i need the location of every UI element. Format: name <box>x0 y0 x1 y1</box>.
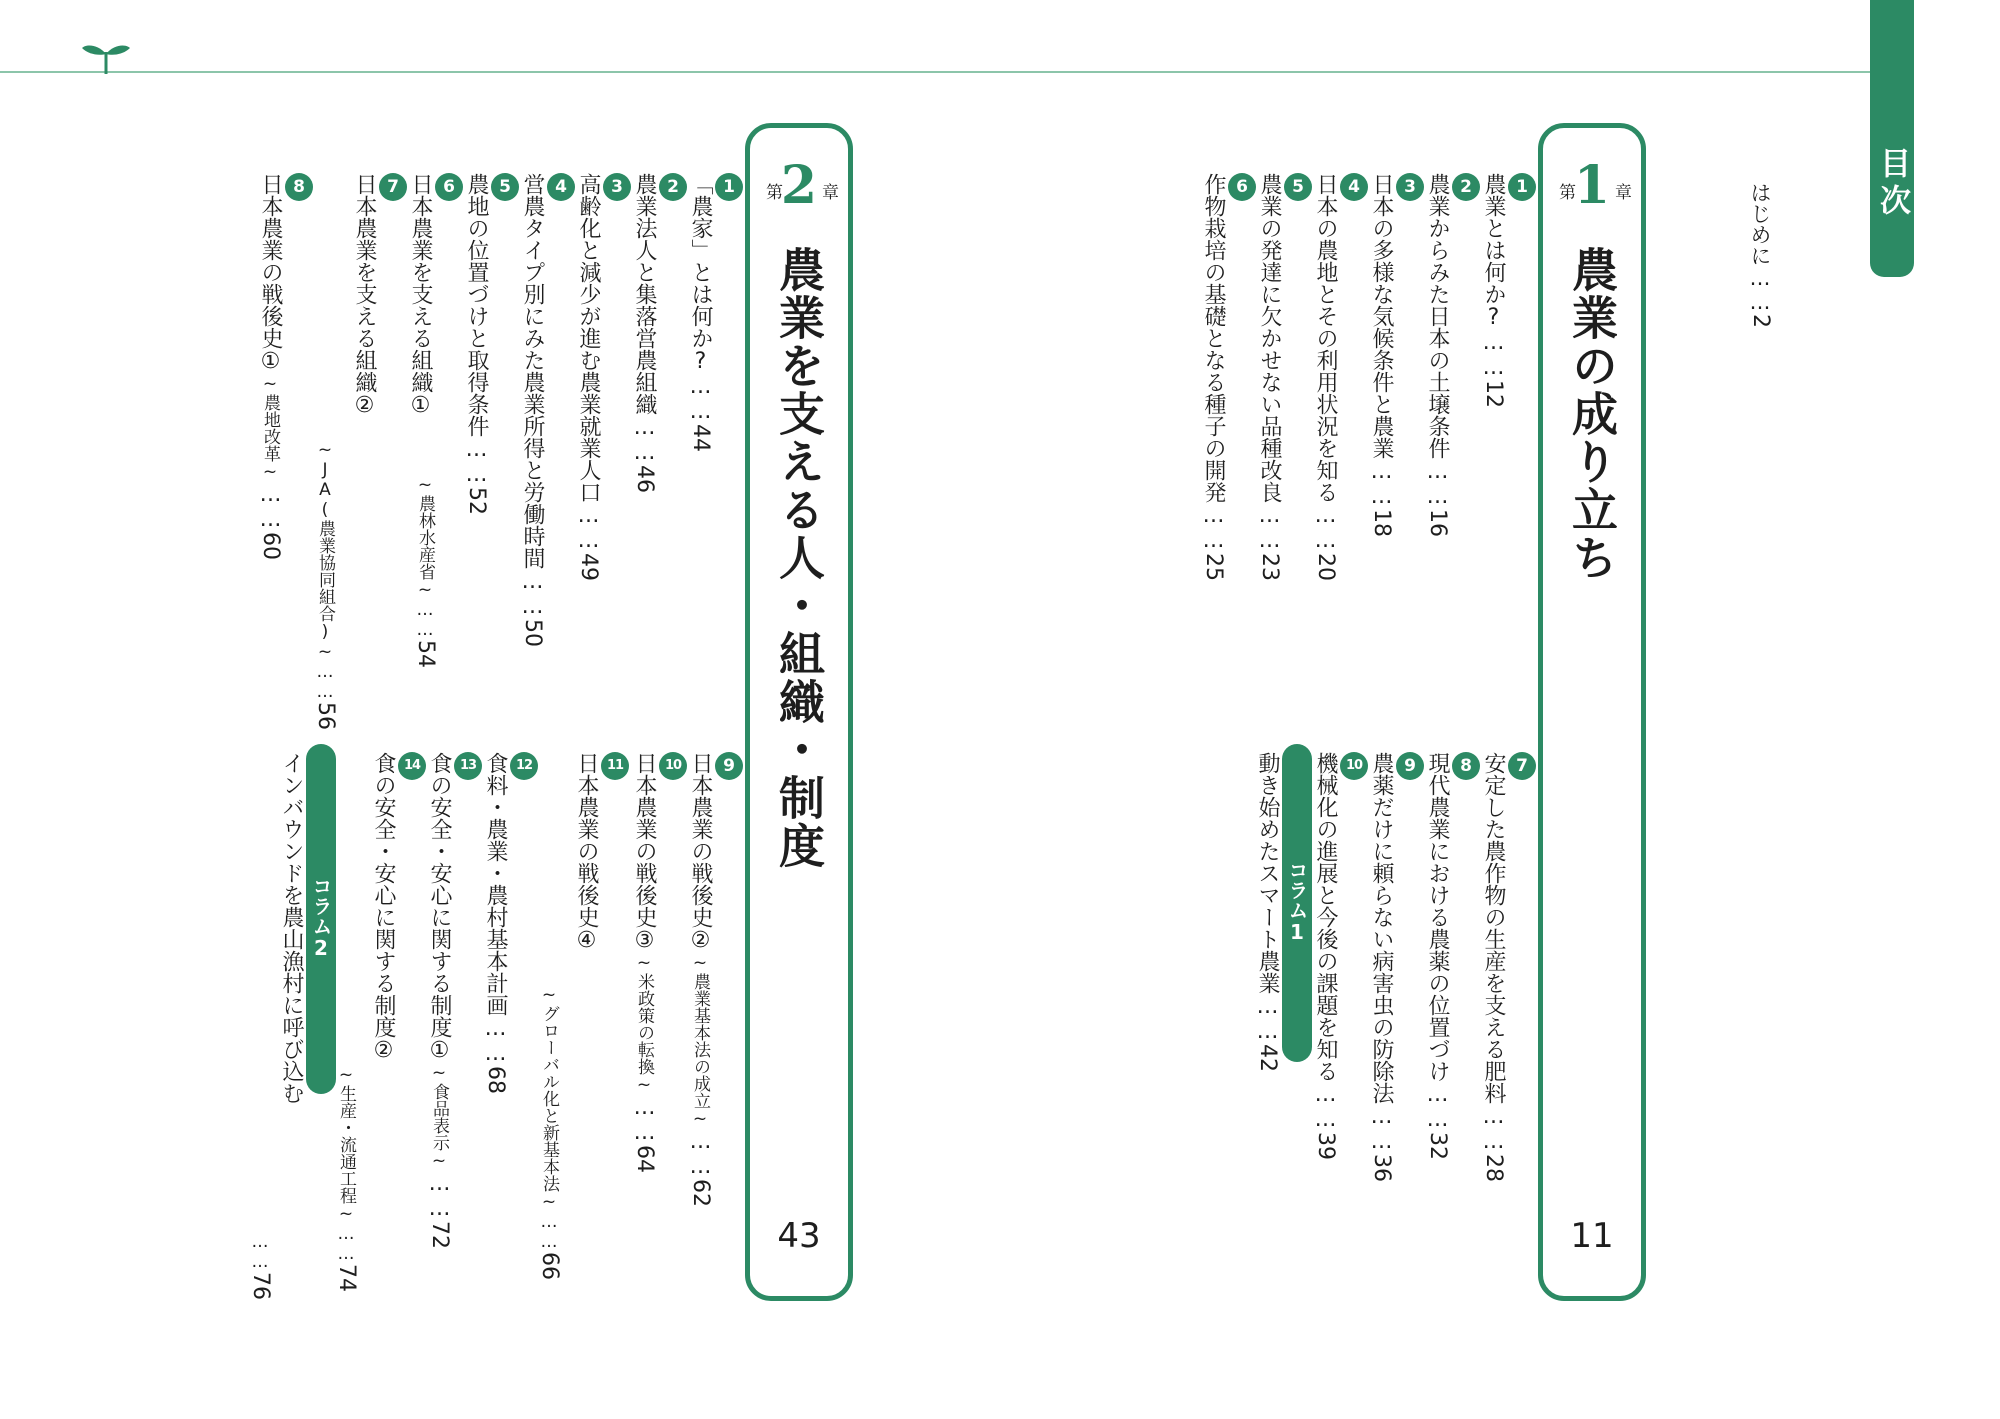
chapter-number: 2 <box>780 155 818 216</box>
toc-entry[interactable] <box>573 173 631 581</box>
entry-subtitle: ~米政策の転換~ <box>634 953 654 1095</box>
entry-subtitle: ~農林水産省~ <box>415 475 435 600</box>
toc-entry[interactable] <box>1366 752 1424 1182</box>
chapter-number: 1 <box>1573 155 1611 216</box>
entry-title: 食の安全・安心に関する制度② <box>371 752 396 1063</box>
entry-number-badge: 11 <box>601 752 629 780</box>
page-number: 62 <box>688 1179 713 1207</box>
entry-title: 日本農業の戦後史③ <box>632 752 657 953</box>
page-number: 42 <box>1255 1044 1280 1072</box>
entry-title: 農業とは何か? <box>1481 173 1506 330</box>
toc-entry[interactable] <box>480 752 538 1094</box>
entry-number-badge: 6 <box>1228 173 1256 201</box>
leader-dots: …… <box>688 374 713 424</box>
entry-number-badge: 10 <box>1340 752 1368 780</box>
entry-number-badge: 13 <box>454 752 482 780</box>
sprout-icon <box>78 36 134 76</box>
page-number: 32 <box>1425 1132 1450 1160</box>
entry-title: 農地の位置づけと取得条件 <box>464 173 489 437</box>
leader-dots: …… <box>415 600 435 640</box>
toc-entry[interactable] <box>368 752 426 1063</box>
entry-subtitle: ~食品表示~ <box>429 1063 449 1171</box>
leader-dots: …… <box>520 569 545 619</box>
toc-entry[interactable] <box>1478 752 1536 1182</box>
toc-entry[interactable] <box>349 173 407 418</box>
column-entry[interactable] <box>276 752 336 1104</box>
entry-number-badge: 5 <box>491 173 519 201</box>
leader-dots: …… <box>258 482 283 532</box>
page-number: 66 <box>537 1252 562 1280</box>
leader-dots: …… <box>1748 266 1772 314</box>
entry-title: 日本の農地とその利用状況を知る <box>1313 173 1338 503</box>
entry-number-badge: 3 <box>603 173 631 201</box>
table-of-contents-tab[interactable]: 目次 <box>1870 0 1914 277</box>
entry-number-badge: 14 <box>398 752 426 780</box>
chapter-title: 農業を支える人・組織・制度 <box>772 246 826 870</box>
page-number: 36 <box>1369 1154 1394 1182</box>
leader-dots: …… <box>427 1171 452 1221</box>
page-number: 44 <box>688 424 713 452</box>
toc-entry[interactable] <box>424 752 482 1249</box>
leader-dots: …… <box>1369 1104 1394 1154</box>
entry-number-badge: 8 <box>285 173 313 201</box>
page-number: 12 <box>1481 380 1506 408</box>
page-number: 74 <box>334 1264 359 1292</box>
entry-title: 機械化の進展と今後の課題を知る <box>1313 752 1338 1082</box>
entry-title: 日本農業の戦後史① <box>258 173 283 374</box>
toc-entry[interactable] <box>1310 173 1368 581</box>
leader-dots: …… <box>1481 1104 1506 1154</box>
leader-dots: …… <box>576 503 601 553</box>
intro-title: はじめに <box>1748 182 1772 266</box>
page-number: 49 <box>576 553 601 581</box>
page-number: 72 <box>427 1221 452 1249</box>
entry-title: 食の安全・安心に関する制度① <box>427 752 452 1063</box>
leader-dots: …… <box>315 662 335 702</box>
toc-entry[interactable] <box>405 173 463 418</box>
page-number: 56 <box>313 702 338 730</box>
entry-number-badge: 10 <box>659 752 687 780</box>
entry-subtitle: ~農業基本法の成立~ <box>690 953 710 1129</box>
leader-dots: …… <box>1257 503 1282 553</box>
entry-title: 農薬だけに頼らない病害虫の防除法 <box>1369 752 1394 1104</box>
column-badge: コラム2 <box>306 744 336 1094</box>
page-number: 25 <box>1201 553 1226 581</box>
column-entry[interactable] <box>1252 752 1312 1072</box>
leader-dots: …… <box>1369 459 1394 509</box>
leader-dots: …… <box>1313 503 1338 553</box>
chapter-1-heading[interactable] <box>1538 123 1646 1301</box>
page-number: 23 <box>1257 553 1282 581</box>
chapter-page: 43 <box>777 1216 821 1256</box>
entry-number-badge: 1 <box>1508 173 1536 201</box>
entry-subtitle: ~グローバル化と新基本法~ <box>539 985 559 1212</box>
intro-entry[interactable] <box>1745 182 1775 328</box>
entry-number-badge: 1 <box>715 173 743 201</box>
leader-dots: …… <box>1425 1082 1450 1132</box>
entry-number-badge: 7 <box>1508 752 1536 780</box>
toc-entry[interactable] <box>461 173 519 515</box>
entry-title: 高齢化と減少が進む農業就業人口 <box>576 173 601 503</box>
entry-title: インバウンドを農山漁村に呼び込む <box>279 752 304 1104</box>
leader-dots: …… <box>688 1129 713 1179</box>
entry-number-badge: 2 <box>659 173 687 201</box>
entry-number-badge: 6 <box>435 173 463 201</box>
entry-title: 日本の多様な気候条件と農業 <box>1369 173 1394 459</box>
entry-title: 食料・農業・農村基本計画 <box>483 752 508 1016</box>
entry-number-badge: 5 <box>1284 173 1312 201</box>
chapter-prefix: 第 <box>766 183 783 203</box>
entry-subtitle-line <box>313 440 337 730</box>
leader-dots: …… <box>1313 1082 1338 1132</box>
chapter-2-heading[interactable] <box>745 123 853 1301</box>
entry-subtitle-line <box>334 1065 358 1292</box>
entry-subtitle-line <box>537 985 561 1280</box>
toc-entry[interactable] <box>629 173 687 493</box>
entry-title: 動き始めたスマート農業 <box>1255 752 1280 994</box>
header-rule <box>0 71 1870 73</box>
page-number: 2 <box>1748 314 1773 328</box>
entry-title: 安定した農作物の生産を支える肥料 <box>1481 752 1506 1104</box>
entry-number-badge: 2 <box>1452 173 1480 201</box>
leader-dots: …… <box>464 437 489 487</box>
entry-subtitle-line <box>413 475 437 668</box>
leader-dots: …… <box>1255 994 1280 1044</box>
leader-dots: …… <box>632 1095 657 1145</box>
toc-entry[interactable] <box>517 173 575 647</box>
page-number: 39 <box>1313 1132 1338 1160</box>
entry-title: 日本農業の戦後史② <box>688 752 713 953</box>
toc-entry[interactable] <box>1478 173 1536 408</box>
page-number: 76 <box>248 1272 273 1300</box>
entry-title: 日本農業の戦後史④ <box>574 752 599 953</box>
toc-entry[interactable] <box>1198 173 1256 581</box>
chapter-prefix: 第 <box>1559 183 1576 203</box>
page-number: 60 <box>258 532 283 560</box>
leader-dots: …… <box>539 1212 559 1252</box>
leader-dots: …… <box>250 1232 270 1272</box>
chapter-suffix: 章 <box>822 183 839 203</box>
leader-dots: …… <box>1201 503 1226 553</box>
toc-entry[interactable] <box>571 752 629 953</box>
toc-entry[interactable] <box>1254 173 1312 581</box>
entry-subtitle: ~生産・流通工程~ <box>336 1065 356 1224</box>
entry-title: 営農タイプ別にみた農業所得と労働時間 <box>520 173 545 569</box>
entry-number-badge: 4 <box>547 173 575 201</box>
page-number: 16 <box>1425 509 1450 537</box>
entry-number-badge: 9 <box>715 752 743 780</box>
toc-entry[interactable] <box>629 752 687 1173</box>
entry-title: 作物栽培の基礎となる種子の開発 <box>1201 173 1226 503</box>
page-number: 46 <box>632 465 657 493</box>
entry-number-badge: 3 <box>1396 173 1424 201</box>
entry-number-badge: 12 <box>510 752 538 780</box>
toc-entry[interactable] <box>1422 173 1480 537</box>
page-number: 28 <box>1481 1154 1506 1182</box>
entry-subtitle: ~農地改革~ <box>260 374 280 482</box>
column-badge: コラム1 <box>1282 744 1312 1062</box>
entry-number-badge: 7 <box>379 173 407 201</box>
entry-title: 現代農業における農薬の位置づけ <box>1425 752 1450 1082</box>
chapter-suffix: 章 <box>1615 183 1632 203</box>
entry-number-badge: 9 <box>1396 752 1424 780</box>
page-number: 18 <box>1369 509 1394 537</box>
page-number: 52 <box>464 487 489 515</box>
entry-number-badge: 4 <box>1340 173 1368 201</box>
entry-number-badge: 8 <box>1452 752 1480 780</box>
leader-dots: …… <box>1481 330 1506 380</box>
entry-title: 農業からみた日本の土壌条件 <box>1425 173 1450 459</box>
page-number: 20 <box>1313 553 1338 581</box>
page-number: 68 <box>483 1066 508 1094</box>
entry-title: 日本農業を支える組織① <box>408 173 433 418</box>
page-number: 54 <box>413 640 438 668</box>
page-number: 64 <box>632 1145 657 1173</box>
leader-dots: …… <box>632 415 657 465</box>
entry-title: 農業法人と集落営農組織 <box>632 173 657 415</box>
toc-entry[interactable] <box>255 173 313 560</box>
page-number: 50 <box>520 619 545 647</box>
entry-subtitle-line <box>248 1232 272 1300</box>
leader-dots: …… <box>1425 459 1450 509</box>
toc-entry[interactable] <box>685 173 743 452</box>
entry-title: 「農家」とは何か? <box>688 173 713 374</box>
entry-subtitle: ~JA(農業協同組合)~ <box>315 440 335 662</box>
entry-title: 日本農業を支える組織② <box>352 173 377 418</box>
toc-entry[interactable] <box>1366 173 1424 537</box>
toc-entry[interactable] <box>685 752 743 1207</box>
entry-title: 農業の発達に欠かせない品種改良 <box>1257 173 1282 503</box>
chapter-title: 農業の成り立ち <box>1565 246 1619 582</box>
toc-entry[interactable] <box>1422 752 1480 1160</box>
leader-dots: …… <box>483 1016 508 1066</box>
toc-entry[interactable] <box>1310 752 1368 1160</box>
leader-dots: …… <box>336 1224 356 1264</box>
chapter-page: 11 <box>1570 1216 1614 1256</box>
